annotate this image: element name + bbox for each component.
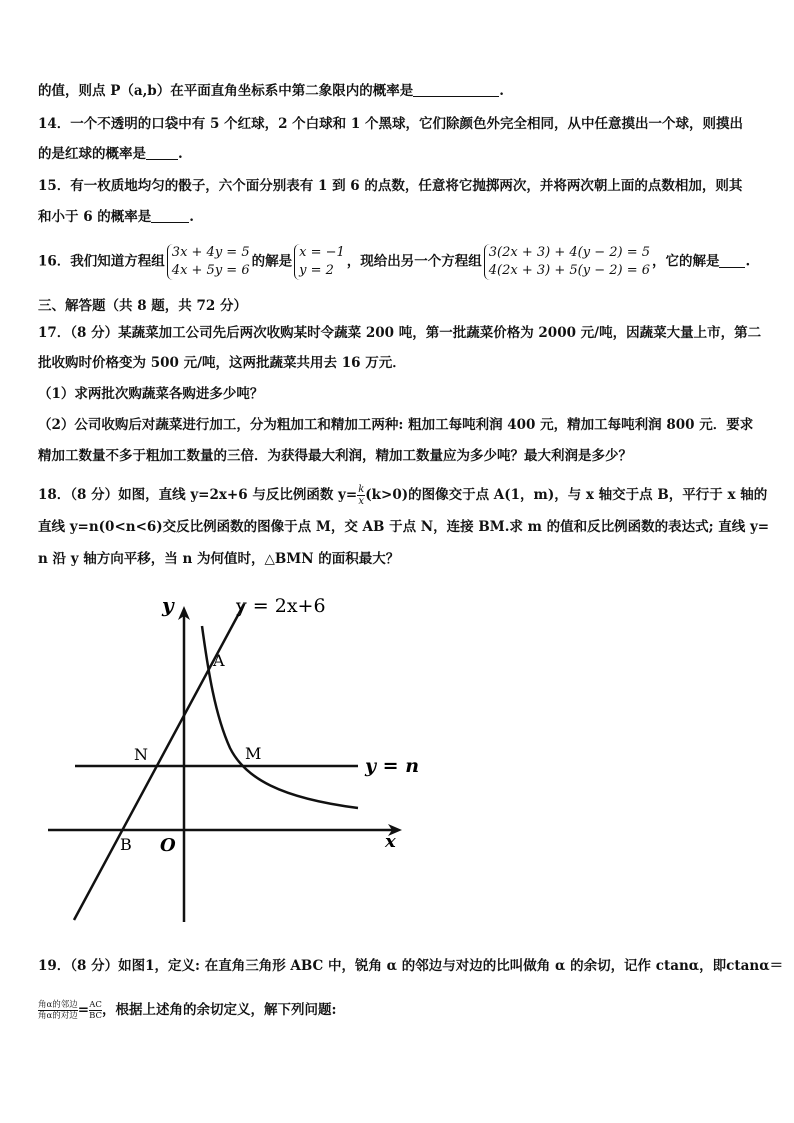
x-axis-label: x [385, 831, 396, 852]
q16-sys2-eq2: y = 2 [299, 263, 334, 278]
q18-line2: 直线 y=n(0<n<6)交反比例函数的图像于点 M，交 AB 于点 N，连接 BM.求 m 的值和反比例函数的表达式; 直线 y= [38, 519, 770, 535]
q16-answer-blank [719, 253, 745, 268]
q16-suffix: ，它的解是 [651, 253, 720, 270]
q17-sub1: （1）求两批次购蔬菜各购进多少吨？ [38, 386, 264, 402]
q18-frac-num: k [358, 484, 365, 495]
q18-figure [40, 590, 430, 930]
q14-line1: 14．一个不透明的口袋中有 5 个红球，2 个白球和 1 个黑球，它们除颜色外完全相同，从中任意摸出一个球，则摸出 [38, 116, 743, 132]
q16-sys3-eq1: 3(2x + 3) + 4(y − 2) = 5 [488, 245, 650, 260]
origin-label: O [160, 835, 176, 856]
q14-answer-blank [146, 145, 178, 160]
q19-frac-den: 角α的对边 [38, 1011, 78, 1021]
q16-sys2-eq1: x = −1 [299, 245, 345, 260]
q16-system-3 [484, 244, 650, 280]
point-b-label: B [120, 835, 132, 854]
q17-line1: 17．（8 分）某蔬菜加工公司先后两次收购某时令蔬菜 200 吨，第一批蔬菜价格为 2000 元/吨，因蔬菜大量上市，第二 [38, 325, 762, 341]
q14-line2: 的是红球的概率是 . [38, 146, 183, 162]
q13-answer-blank [413, 82, 499, 97]
q19-frac-num: 角α的邻边 [38, 1000, 78, 1010]
hline-equation-label: y = n [365, 755, 420, 777]
q15-line1: 15．有一枚质地均匀的骰子，六个面分别表有 1 到 6 的点数，任意将它抛掷两次，并将两次朝上面的点数相加，则其 [38, 178, 743, 194]
q16-mid2: ，现给出另一个方程组 [346, 253, 482, 270]
q19-line2 [38, 1000, 336, 1021]
q19-line1: 19．（8 分）如图1，定义: 在直角三角形 ABC 中，锐角 α 的邻边与对边的比叫做角 α 的余切，记作 ctanα，即ctanα＝ [38, 958, 784, 974]
q19-frac2-den: BC [89, 1011, 102, 1021]
q19-frac2-num: AC [89, 1000, 102, 1010]
q19-fraction-ac-bc [89, 1000, 102, 1021]
q16-sys1-eq1: 3x + 4y = 5 [171, 245, 250, 260]
line-equation-label: y = 2x+6 [236, 595, 326, 617]
q15-line2-text: 和小于 6 的概率是 [38, 209, 152, 225]
q16-sys3-eq2: 4(2x + 3) + 5(y − 2) = 6 [488, 263, 650, 278]
point-n-label: N [134, 745, 148, 764]
q18-line1-b: (k>0)的图像交于点 A(1，m)，与 x 轴交于点 B，平行于 x 轴的 [365, 487, 768, 503]
q17-line2: 批收购时价格变为 500 元/吨，这两批蔬菜共用去 16 万元． [38, 355, 406, 371]
point-m-label: M [245, 744, 262, 763]
q17-sub2-line2: 精加工数量不多于粗加工数量的三倍．为获得最大利润，精加工数量应为多少吨？最大利润是多少？ [38, 448, 632, 464]
hyperbola-curve [202, 626, 358, 808]
point-a-label: A [213, 651, 225, 670]
q16-prefix: 16．我们知道方程组 [38, 253, 165, 270]
q19-fraction-definition [38, 1000, 78, 1021]
q16-system-1 [167, 244, 250, 280]
q16-sys1-eq2: 4x + 5y = 6 [171, 263, 250, 278]
section-3-heading: 三、解答题（共 8 题，共 72 分） [38, 298, 247, 314]
q18-frac-den: x [358, 496, 365, 507]
q18-line1 [38, 484, 767, 507]
q13-tail-text: 的值，则点 P（a,b）在平面直角坐标系中第二象限内的概率是 [38, 83, 414, 99]
q16-mid1: 的解是 [251, 253, 293, 270]
q17-sub2-line1: （2）公司收购后对蔬菜进行加工，分为粗加工和精加工两种: 粗加工每吨利润 400 元，精加工每吨利润 800 元．要求 [38, 417, 754, 433]
q15-answer-blank [151, 208, 189, 223]
q19-equals: = [77, 1002, 90, 1018]
q13-tail-line: 的值，则点 P（a,b）在平面直角坐标系中第二象限内的概率是 . [38, 83, 504, 99]
q16-system-2 [294, 244, 345, 280]
q15-line2: 和小于 6 的概率是 . [38, 209, 194, 225]
q14-line2-text: 的是红球的概率是 [38, 146, 146, 162]
q19-line2-tail: ，根据上述角的余切定义，解下列问题: [101, 1002, 337, 1018]
q18-line1-a: 18．（8 分）如图，直线 y=2x+6 与反比例函数 y= [38, 487, 358, 503]
q16-line: 16．我们知道方程组 3x + 4y = 5 4x + 5y = 6 的解是 x = −1 y = 2 ，现给出另一个方程组 3(2x + 3) + 4(y − 2) = 5 4(2x + 3) + 5(y − 2) = 6 ，它的解是 . [38, 245, 751, 278]
y-axis-label: y [162, 593, 174, 617]
q18-line3: n 沿 y 轴方向平移，当 n 为何值时，△BMN 的面积最大？ [38, 551, 400, 567]
